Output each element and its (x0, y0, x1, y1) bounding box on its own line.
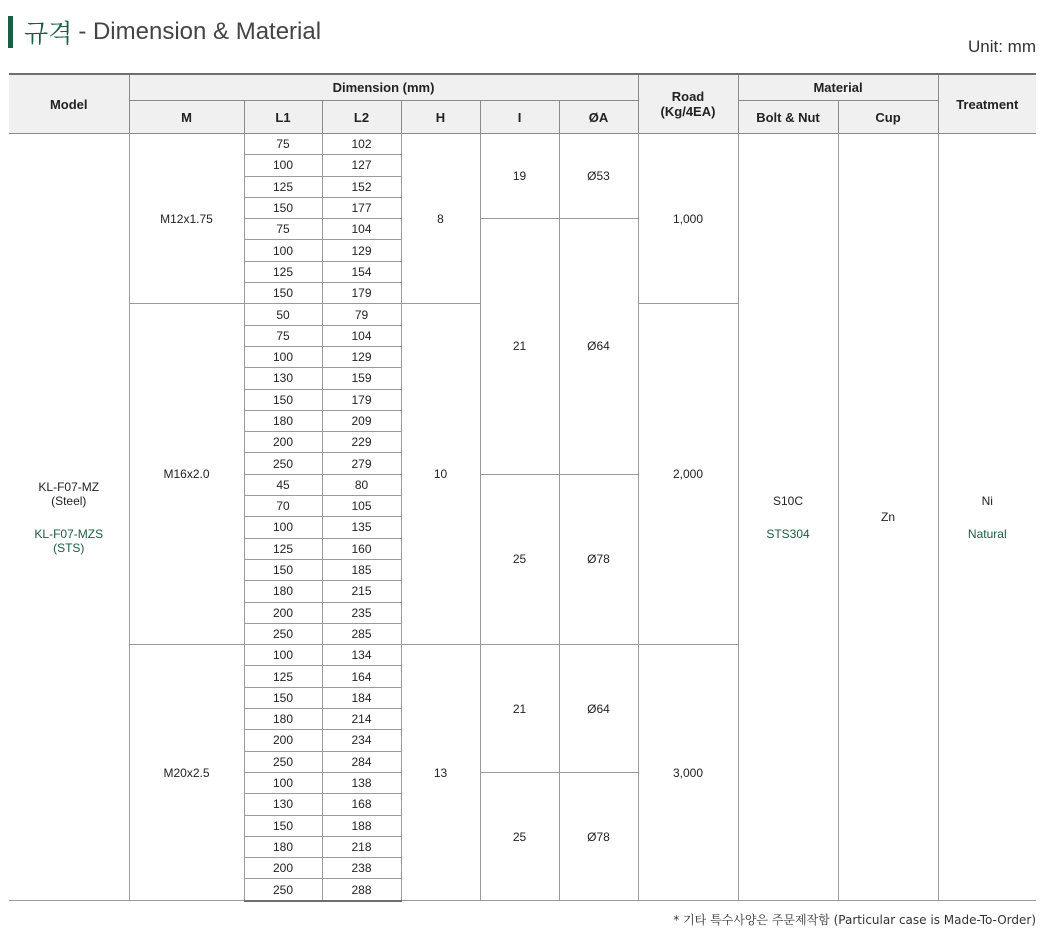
l2-cell: 168 (322, 794, 401, 815)
l2-cell: 185 (322, 559, 401, 580)
header-l2: L2 (322, 101, 401, 134)
title-korean: 규격 (24, 19, 73, 48)
cup-cell: Zn (838, 134, 938, 901)
l2-cell: 284 (322, 751, 401, 772)
oa-cell: Ø78 (559, 772, 638, 900)
l1-cell: 150 (244, 815, 322, 836)
header-m: M (129, 101, 244, 134)
l1-cell: 180 (244, 836, 322, 857)
l2-cell: 279 (322, 453, 401, 474)
l2-cell: 238 (322, 858, 401, 879)
l1-cell: 70 (244, 496, 322, 517)
unit-label: Unit: mm (968, 37, 1036, 56)
l1-cell: 150 (244, 197, 322, 218)
l1-cell: 45 (244, 474, 322, 495)
l2-cell: 234 (322, 730, 401, 751)
header-cup: Cup (838, 101, 938, 134)
l2-cell: 285 (322, 623, 401, 644)
treatment-steel: Ni (981, 493, 993, 508)
model-note-sts: (STS) (53, 540, 85, 555)
l2-cell: 104 (322, 219, 401, 240)
l1-cell: 150 (244, 389, 322, 410)
oa-cell: Ø64 (559, 219, 638, 475)
bolt-material-steel: S10C (772, 493, 804, 508)
l2-cell: 102 (322, 134, 401, 155)
header-h: H (401, 101, 480, 134)
header-road (638, 74, 738, 134)
header-l1: L1 (244, 101, 322, 134)
l1-cell: 180 (244, 581, 322, 602)
l2-cell: 229 (322, 432, 401, 453)
model-note-steel: (Steel) (51, 493, 87, 508)
l1-cell: 125 (244, 666, 322, 687)
l2-cell: 105 (322, 496, 401, 517)
l1-cell: 130 (244, 368, 322, 389)
l2-cell: 79 (322, 304, 401, 325)
spec-table (9, 73, 1036, 902)
l1-cell: 100 (244, 240, 322, 261)
l1-cell: 150 (244, 687, 322, 708)
i-cell: 25 (480, 474, 559, 644)
l2-cell: 177 (322, 197, 401, 218)
l1-cell: 250 (244, 879, 322, 901)
m-cell: M20x2.5 (129, 645, 244, 901)
l2-cell: 214 (322, 709, 401, 730)
header-oa: ØA (559, 101, 638, 134)
l1-cell: 100 (244, 346, 322, 367)
l1-cell: 125 (244, 176, 322, 197)
l2-cell: 152 (322, 176, 401, 197)
l2-cell: 138 (322, 772, 401, 793)
i-cell: 19 (480, 134, 559, 219)
l1-cell: 200 (244, 858, 322, 879)
header-treatment: Treatment (938, 74, 1036, 134)
l1-cell: 100 (244, 645, 322, 666)
section-title (8, 14, 321, 50)
l2-cell: 179 (322, 283, 401, 304)
l2-cell: 288 (322, 879, 401, 901)
l1-cell: 75 (244, 134, 322, 155)
oa-cell: Ø53 (559, 134, 638, 219)
l2-cell: 159 (322, 368, 401, 389)
h-cell: 13 (401, 645, 480, 901)
footnote: * 기타 특수사양은 주문제작함 (Particular case is Made-To-Order) (673, 913, 1036, 927)
l1-cell: 50 (244, 304, 322, 325)
header-bolt-nut: Bolt & Nut (738, 101, 838, 134)
l2-cell: 134 (322, 645, 401, 666)
m-cell: M16x2.0 (129, 304, 244, 645)
header-model: Model (9, 74, 129, 134)
header-dimension: Dimension (mm) (129, 74, 638, 101)
title-accent-bar (8, 16, 13, 48)
h-cell: 8 (401, 134, 480, 304)
l1-cell: 250 (244, 623, 322, 644)
l2-cell: 129 (322, 240, 401, 261)
l2-cell: 154 (322, 261, 401, 282)
road-cell: 3,000 (638, 645, 738, 901)
l2-cell: 127 (322, 155, 401, 176)
l1-cell: 125 (244, 538, 322, 559)
oa-cell: Ø64 (559, 645, 638, 773)
model-cell (9, 134, 129, 901)
l1-cell: 200 (244, 432, 322, 453)
oa-cell: Ø78 (559, 474, 638, 644)
l1-cell: 200 (244, 602, 322, 623)
i-cell: 25 (480, 772, 559, 900)
treatment-cell (938, 134, 1036, 901)
l1-cell: 75 (244, 219, 322, 240)
l1-cell: 130 (244, 794, 322, 815)
l1-cell: 250 (244, 751, 322, 772)
bolt-nut-cell (738, 134, 838, 901)
road-cell: 2,000 (638, 304, 738, 645)
l1-cell: 200 (244, 730, 322, 751)
l2-cell: 164 (322, 666, 401, 687)
bolt-material-sts: STS304 (766, 526, 810, 541)
l2-cell: 209 (322, 410, 401, 431)
l2-cell: 129 (322, 346, 401, 367)
l2-cell: 179 (322, 389, 401, 410)
l2-cell: 235 (322, 602, 401, 623)
title-english: - Dimension & Material (78, 18, 322, 45)
spec-table-body (9, 134, 1036, 901)
road-cell: 1,000 (638, 134, 738, 304)
l1-cell: 250 (244, 453, 322, 474)
l1-cell: 150 (244, 559, 322, 580)
m-cell: M12x1.75 (129, 134, 244, 304)
l2-cell: 188 (322, 815, 401, 836)
header-road-line1: Road (671, 89, 705, 104)
treatment-sts: Natural (967, 526, 1007, 541)
model-name-steel: KL-F07-MZ (38, 479, 100, 494)
l2-cell: 160 (322, 538, 401, 559)
header-i: I (480, 101, 559, 134)
table-row (9, 134, 1036, 155)
model-name-sts: KL-F07-MZS (34, 526, 104, 541)
i-cell: 21 (480, 219, 559, 475)
h-cell: 10 (401, 304, 480, 645)
l1-cell: 180 (244, 410, 322, 431)
l1-cell: 100 (244, 155, 322, 176)
l2-cell: 104 (322, 325, 401, 346)
l1-cell: 180 (244, 709, 322, 730)
header-road-line2: (Kg/4EA) (660, 104, 716, 119)
l2-cell: 215 (322, 581, 401, 602)
l1-cell: 100 (244, 517, 322, 538)
l1-cell: 100 (244, 772, 322, 793)
l2-cell: 80 (322, 474, 401, 495)
l2-cell: 218 (322, 836, 401, 857)
l1-cell: 125 (244, 261, 322, 282)
i-cell: 21 (480, 645, 559, 773)
l1-cell: 75 (244, 325, 322, 346)
l2-cell: 135 (322, 517, 401, 538)
l2-cell: 184 (322, 687, 401, 708)
header-material: Material (738, 74, 938, 101)
l1-cell: 150 (244, 283, 322, 304)
